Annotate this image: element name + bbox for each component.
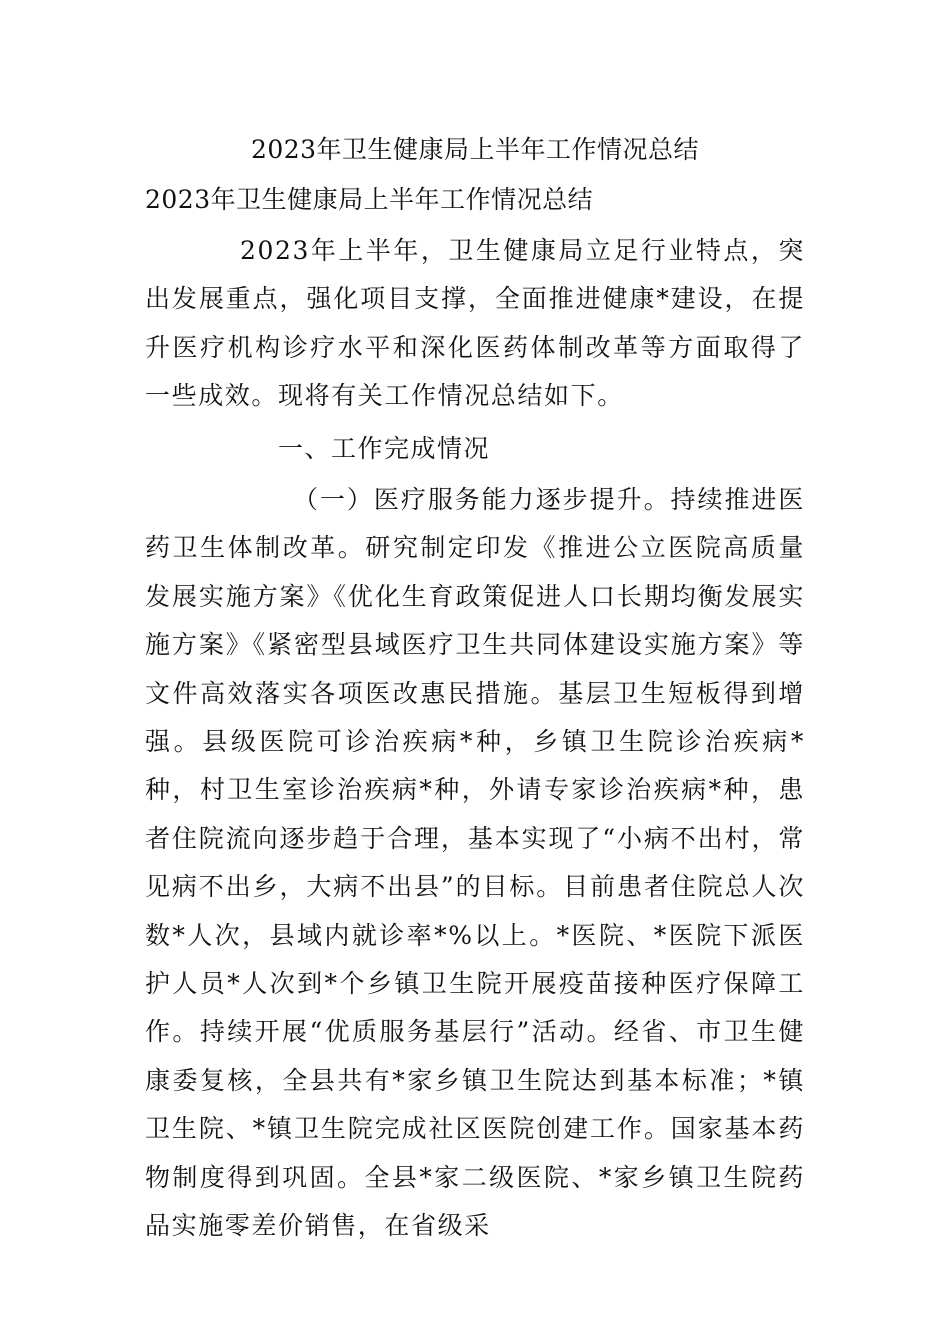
document-subtitle: 2023年卫生健康局上半年工作情况总结 [145,185,594,214]
intro-paragraph: 2023年上半年，卫生健康局立足行业特点，突出发展重点，强化项目支撑，全面推进健康*建设，在提升医疗机构诊疗水平和深化医药体制改革等方面取得了一些成效。现将有关工作情况总结如下。 [145,236,805,411]
document-title: 2023年卫生健康局上半年工作情况总结 [250,135,700,164]
section-1-paragraph: （一）医疗服务能力逐步提升。持续推进医药卫生体制改革。研究制定印发《推进公立医院高质量发展实施方案》《优化生育政策促进人口长期均衡发展实施方案》《紧密型县域医疗卫生共同体建设实施方案》等文件高效落实各项医改惠民措施。基层卫生短板得到增强。县级医院可诊治疾病*种，乡镇卫生院诊治疾病*种，村卫生室诊治疾病*种，外请专家诊治疾病*种，患者住院流向逐步趋于合理，基本实现了“小病不出村，常见病不出乡，大病不出县”的目标。目前患者住院总人次数*人次，县域内就诊率*%以上。*医院、*医院下派医护人员*人次到*个乡镇卫生院开展疫苗接种医疗保障工作。持续开展“优质服务基层行”活动。经省、市卫生健康委复核，全县共有*家乡镇卫生院达到基本标准；*镇卫生院、*镇卫生院完成社区医院创建工作。国家基本药物制度得到巩固。全县*家二级医院、*家乡镇卫生院药品实施零差价销售，在省级采 [145,485,805,1241]
section-heading: 一、工作完成情况 [278,434,491,463]
